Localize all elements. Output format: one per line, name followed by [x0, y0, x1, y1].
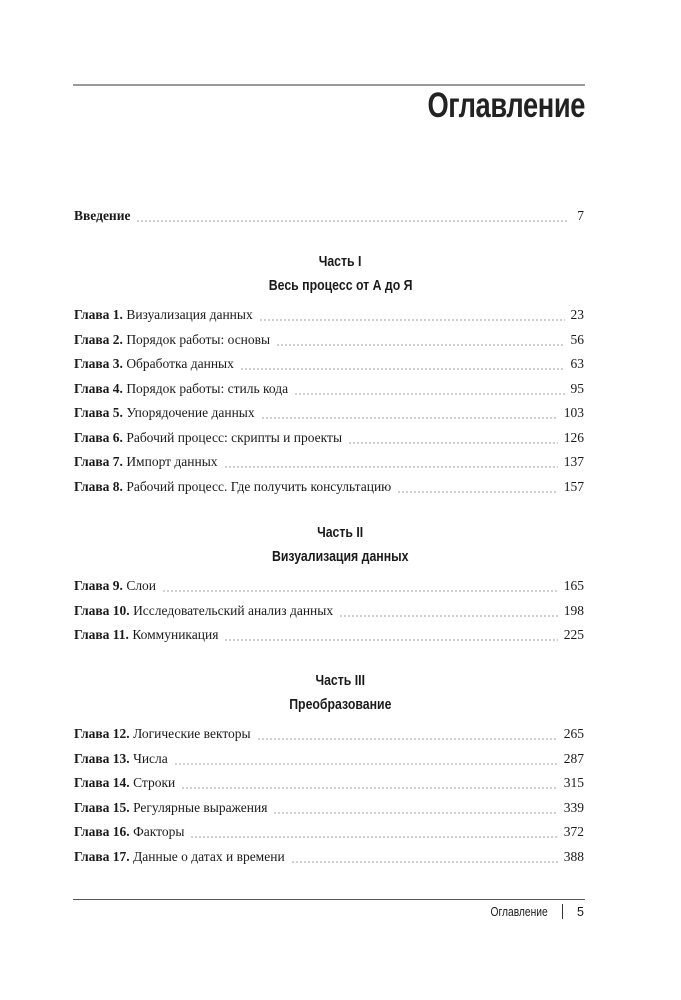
part-number [0, 524, 681, 541]
chapter-label: Глава 9. [74, 578, 123, 593]
part-number [0, 253, 681, 270]
chapter-title: Регулярные выражения [133, 799, 268, 815]
chapter-title: Факторы [133, 824, 185, 839]
page-number: 103 [563, 405, 584, 420]
chapter-title: Исследовательский анализ данных [133, 602, 334, 618]
dot-leader [240, 368, 565, 370]
toc-entry[interactable] [74, 307, 584, 325]
dot-leader [339, 615, 558, 617]
page-number: 225 [563, 627, 584, 642]
dot-leader [174, 763, 558, 765]
toc-entry-intro[interactable] [74, 208, 584, 226]
chapter-label: Глава 14. [74, 775, 130, 790]
page-number: 372 [563, 824, 584, 839]
chapter-label: Глава 17. [74, 848, 130, 864]
toc-entry[interactable] [74, 332, 584, 350]
part-title-text: Весь процесс от А до Я [268, 277, 413, 294]
toc-entry[interactable] [74, 356, 584, 374]
chapter-label: Глава 1. [74, 307, 123, 322]
page-number: 126 [563, 429, 584, 445]
toc-entry[interactable] [74, 751, 584, 769]
toc-entry[interactable] [74, 430, 584, 448]
chapter-title: Логические векторы [133, 726, 251, 741]
toc-entry[interactable] [74, 726, 584, 744]
toc-entry[interactable] [74, 405, 584, 423]
dot-leader [397, 491, 558, 493]
page-number: 56 [570, 331, 584, 347]
chapter-label: Глава 8. [74, 478, 123, 494]
toc-entry[interactable] [74, 479, 584, 497]
chapter-label: Глава 12. [74, 726, 130, 741]
chapter-title: Данные о датах и времени [133, 848, 285, 864]
dot-leader [224, 466, 558, 468]
page-number: 63 [570, 356, 584, 371]
footer-rule [73, 899, 585, 900]
chapter-label: Глава 4. [74, 380, 123, 396]
page-number: 137 [563, 454, 584, 469]
part-number-text: Часть I [319, 253, 362, 270]
chapter-title: Рабочий процесс. Где получить консультацию [126, 478, 392, 494]
page-footer [478, 904, 584, 919]
dot-leader [291, 861, 558, 863]
intro-label: Введение [74, 208, 131, 223]
footer-section: Оглавление [490, 904, 549, 919]
dot-leader [294, 393, 564, 395]
chapter-title: Порядок работы: основы [126, 331, 271, 347]
part-number [0, 672, 681, 689]
page-number: 315 [563, 775, 584, 790]
part-title [0, 548, 681, 565]
part-number-text: Часть II [317, 524, 364, 541]
chapter-label: Глава 7. [74, 454, 123, 469]
dot-leader [224, 639, 557, 641]
page-number: 388 [563, 848, 584, 864]
toc-entry[interactable] [74, 381, 584, 399]
dot-leader [257, 738, 558, 740]
page-number: 287 [563, 750, 584, 766]
chapter-title: Порядок работы: стиль кода [126, 380, 289, 396]
toc-entry[interactable] [74, 800, 584, 818]
chapter-label: Глава 6. [74, 429, 123, 445]
chapter-label: Глава 15. [74, 799, 130, 815]
chapter-title: Рабочий процесс: скрипты и проекты [126, 429, 343, 445]
chapter-title: Коммуникация [132, 627, 219, 642]
dot-leader [181, 787, 558, 789]
part-title-text: Преобразование [289, 696, 392, 713]
dot-leader [136, 220, 568, 222]
page-number: 198 [563, 602, 584, 618]
chapter-label: Глава 11. [74, 627, 129, 642]
chapter-title: Слои [126, 578, 157, 593]
footer-separator [562, 904, 563, 919]
page-title: Оглавление [427, 86, 585, 125]
dot-leader [259, 319, 565, 321]
page-number: 7 [577, 208, 584, 223]
page-number: 165 [563, 578, 584, 593]
part-number-text: Часть III [315, 672, 366, 689]
toc-entry[interactable] [74, 578, 584, 596]
chapter-title: Импорт данных [126, 454, 218, 469]
part-title-text: Визуализация данных [272, 548, 409, 565]
page-number: 265 [563, 726, 584, 741]
toc-entry[interactable] [74, 454, 584, 472]
chapter-title: Числа [133, 750, 168, 766]
chapter-title: Упорядочение данных [126, 405, 255, 420]
chapter-title: Визуализация данных [126, 307, 253, 322]
chapter-label: Глава 13. [74, 750, 130, 766]
dot-leader [273, 812, 557, 814]
footer-page-number: 5 [577, 904, 584, 919]
dot-leader [162, 590, 558, 592]
chapter-title: Обработка данных [126, 356, 234, 371]
chapter-label: Глава 16. [74, 824, 130, 839]
part-title [0, 696, 681, 713]
page-number: 339 [563, 799, 584, 815]
chapter-label: Глава 10. [74, 602, 130, 618]
dot-leader [261, 417, 558, 419]
chapter-label: Глава 5. [74, 405, 123, 420]
chapter-label: Глава 3. [74, 356, 123, 371]
dot-leader [276, 344, 564, 346]
dot-leader [190, 836, 557, 838]
toc-entry[interactable] [74, 824, 584, 842]
toc-entry[interactable] [74, 775, 584, 793]
toc-entry[interactable] [74, 849, 584, 867]
dot-leader [348, 442, 558, 444]
chapter-label: Глава 2. [74, 331, 123, 347]
toc-entry[interactable] [74, 603, 584, 621]
chapter-title: Строки [133, 775, 176, 790]
page-number: 157 [563, 478, 584, 494]
toc-entry[interactable] [74, 627, 584, 645]
part-title [0, 277, 681, 294]
page-number: 95 [570, 380, 584, 396]
page-number: 23 [570, 307, 584, 322]
